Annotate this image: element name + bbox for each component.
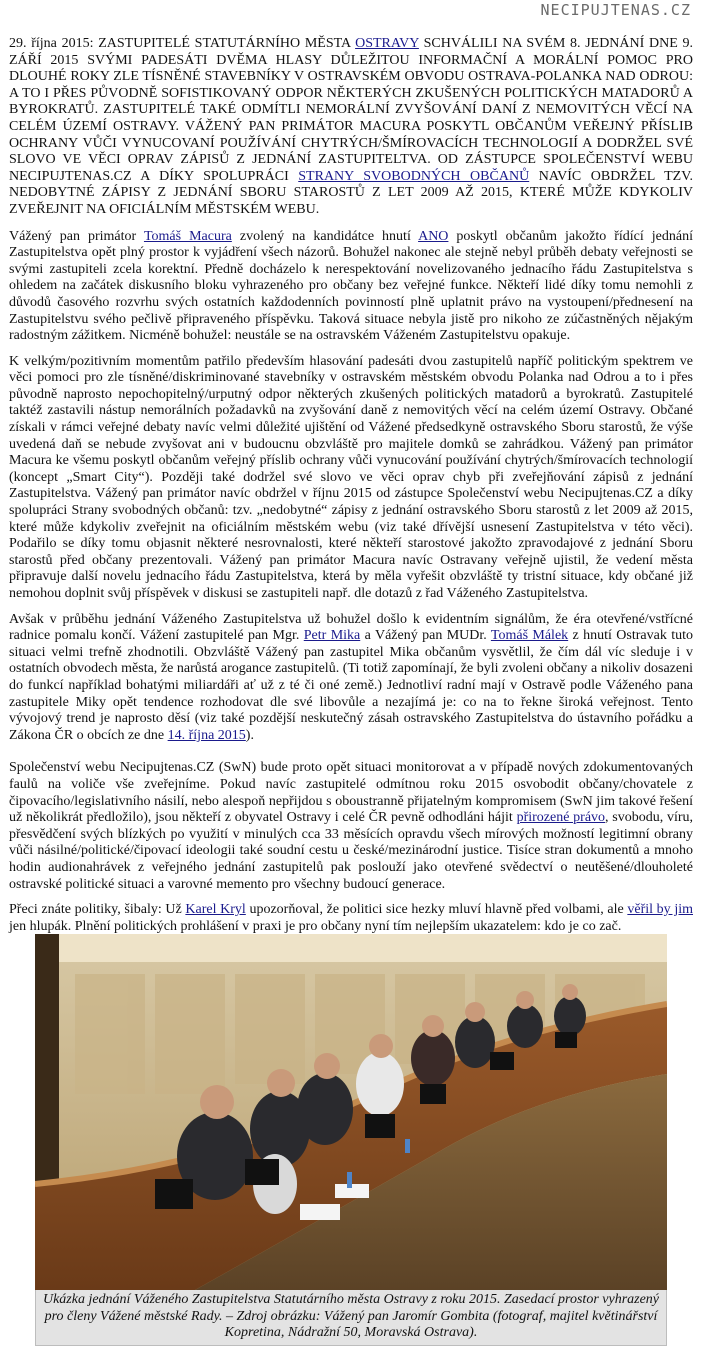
photo-caption: Ukázka jednání Váženého Zastupitelstva Statutárního města Ostravy z roku 2015. Zasedací prostor vyhrazený pro členy Vážené městské Rady. – Zdroj obrázku: Vážený pan Jaromír Gombita (fotograf, majitel květinářství Kopretina, Nádražní 50, Moravská Ostrava). (35, 1290, 667, 1346)
inline-link[interactable]: Tomáš Macura (143, 228, 232, 244)
photo-figure (35, 934, 667, 1346)
inline-link[interactable]: Petr Mika (303, 628, 361, 644)
text-run: upozorňoval, že politici sice hezky mluví hlavně před volbami, ale (245, 902, 628, 918)
inline-link[interactable]: OSTRAVY (355, 36, 419, 51)
paragraph-4 (9, 760, 693, 893)
text-run: Přeci znáte politiky, šibaly: Už (9, 902, 186, 918)
inline-link[interactable]: Karel Kryl (185, 902, 246, 918)
paragraph-2 (9, 354, 693, 603)
inline-link[interactable]: ANO (418, 228, 449, 244)
inline-link[interactable]: 14. října 2015 (167, 727, 246, 743)
text-run: Avšak v průběhu jednání Váženého Zastupitelstva už bohužel došlo k evidentním signálům, že éra otevřené/vstřícné radnice pomalu končí. Vážení zastupitelé pan Mgr. (9, 611, 693, 644)
paragraph-1 (9, 229, 693, 345)
text-run: SCHVÁLILI NA SVÉM 8. JEDNÁNÍ DNE 9. ZÁŘÍ 2015 SVÝMI PADESÁTI DVĚMA HLASY DŮLEŽITOU INFORMAČNÍ A MORÁLNÍ POMOC PRO DLOUHÉ ROKY ZLE TÍSNĚNÉ STAVEBNÍKY V OSTRAVSKÉM OBVODU OSTRAVA-POLANKA NAD ODROU: A TO I PŘES PŮVODNĚ SOFISTIKOVANÝ ODPOR NĚKTERÝCH ZKUŠENÝCH POLITICKÝCH MATADORŮ A BYROKRATŮ. ZASTUPITELÉ TAKÉ ODMÍTLI NEMORÁLNÍ ZVYŠOVÁNÍ DANÍ Z NEMOVITÝCH VĚCÍ NA CELÉM ÚZEMÍ OSTRAVY. VÁŽENÝ PAN PRIMÁTOR MACURA POSKYTL OBČANŮM VEŘEJNÝ PŘÍSLIB OCHRANY VŮČI VYNUCOVANÍ POUŽÍVÁNÍ CHYTRÝCH/ŠMÍROVACÍCH TECHNOLOGIÍ A DODRŽEL SVÉ SLOVO VE VĚCI OPRAV ZÁPISŮ Z JEDNÁNÍ ZASTUPITELTVA. OD ZÁSTUPCE SPOLEČENSTVÍ WEBU NECIPUJTENAS.CZ A DÍKY SPOLUPRÁCI (9, 36, 694, 184)
text-run: poskytl občanům jakožto řídící jednání Zastupitelstva opět plný prostor k vyjádření všech názorů. Bohužel nakonec ale stejně nebyl průběh debaty veřejnosti se svými zastupiteli zcela korektní. Předně docházelo k nerespektování novelizovaného jednacího řádu Zastupitelstva s ohledem na začátek diskusního bloku vyhrazeného pro občany bez veřejné funkce. Někteří lidé díky tomu nemohli z důvodů časového rozvrhu svých ostatních každodenních povinností plně uplatnit právo na vystoupení/přednesení na Zastupitelstvu svého pečlivě připraveného příspěvku. Taková situace nebyla jistě pro nikoho ze zúčastněných nějakým radostným zážitkem. Nicméně bohužel: neustále se na ostravském Váženém Zastupitelstvu opakuje. (9, 228, 693, 344)
text-run: Společenství webu Necipujtenas.CZ (SwN) bude proto opět situaci monitorovat a v případě nových zdokumentovaných faulů na voliče vše zveřejníme. Pokud navíc zastupitelé odmítnou roku 2015 osvobodit občany/chovatele z čipovacího/legislativního násilí, nebo alespoň nepřijdou s oboustranně přijatelným kompromisem (SwN jim takové řešení už několikrát předložilo), jsou někteří z obyvatel Ostravy i celé ČR pevně odhodláni hájit (9, 760, 693, 826)
article (9, 36, 693, 944)
text-run: z hnutí Ostravak tuto situaci velmi trefně zhodnotili. Obzvláště Vážený pan zastupitel Mika občanům vysvětlil, že čím dál víc sleduje i v ostatních obvodech města, že narůstá arogance zastupitelů. (Ti totiž zapomínají, že byli zvoleni občany a nikoliv dosazeni do funkcí například bohatými miliardáři ať už z té či oné země.) Jednotliví radní mají v Ostravě podle Váženého pana zastupitele Miky opět tendence rozhodovat dle své libovůle a nezajímá je: co na to řekne široká veřejnost. Tento vývojový trend je naprosto děsí (viz také pozdější neskutečný zásah ostravského Zastupitelstva do ústavního pořádku a Zákona ČR o obcích ze dne (9, 628, 694, 743)
site-logo[interactable]: NECIPUJTENAS.CZ (540, 1, 691, 19)
inline-link[interactable]: věřil by jim (627, 902, 693, 918)
text-run: Vážený pan primátor (9, 228, 144, 244)
lead-paragraph (9, 36, 693, 219)
inline-link[interactable]: přirozené právo (516, 810, 606, 826)
paragraph-5 (9, 902, 693, 935)
text-run: , svobodu, víru, přesvědčení svých blízkých po využití v minulých cca 33 měsících opravdu všech mírových možností legitimní obrany vůči násilné/politické/čipovací ideologii také soudní cestu u české/mezinárodní justice. Tisíce stran dokumentů a mnoho hodin audionahrávek z veřejného jednání zastupitelů pak poslouží jako otevřené svědectví o neutěšené/dlouholeté ostravské politické situaci a varovné memento pro všechny budoucí generace. (9, 810, 694, 892)
inline-link[interactable]: Tomáš Málek (490, 628, 569, 644)
paragraph-3 (9, 612, 693, 745)
text-run: 29. října 2015: ZASTUPITELÉ STATUTÁRNÍHO MĚSTA (9, 36, 356, 51)
text-run: a Vážený pan MUDr. (360, 628, 491, 644)
text-run: ). (245, 727, 254, 743)
inline-link[interactable]: STRANY SVOBODNÝCH OBČANŮ (298, 168, 530, 184)
text-run: K velkým/pozitivním momentům patřilo především hlasování padesáti dvou zastupitelů napříč politickým spektrem ve věci pomoci pro zle tísněné/diskriminované stavebníky v ostravském městském obvodu Polanka nad Odrou a to i přes původně naprosto nepochopitelný/urputný odpor některých zkušených politických matadorů a byrokratů. Zastupitelé taktéž zastavili nástup nemorálních požadavků na zvyšování daně z nemovitých věcí na celém území Ostravy. Občané získali v rámci veřejné debaty navíc velmi důležité ujištění od Vážené předsedkyně ostravského Sboru starostů, že výše uvedená daň se nebude zvyšovat ani v budoucnu obzvláště pro majitele domků se zahrádkou. Vážený pan primátor Macura ke všemu poskytl občanům veřejný příslib ochrany vůči vynucování používání chytrých/šmírovacích technologií (koncept „Smart City“). Později také dodržel své slovo ve věci oprav chyb při zveřejňování zápisů z jednání Zastupitelstva. Vážený pan primátor navíc obdržel v říjnu 2015 od zástupce Společenství webu Necipujtenas.CZ a díky spolupráci Strany svobodných občanů: tzv. „nedobytné“ zápisy z jednání ostravského Sboru starostů z let 2009 až 2015, které může kdykoliv zveřejnit na oficiálním městském webu (viz také dřívější usnesení Zastupitelstva v této věci). Podařilo se díky tomu objasnit některé nesrovnalosti, které někteří starostové jakožto zpravodajové z jednání Sboru starostů před občany prezentovali. Vážený pan primátor Macura navíc Ostravany veřejně ujistil, že vedení města připravuje další novelu jednacího řádu Zastupitelstva, která by měla vyřešit obzvláště ty tristní situace, kdy občané již nemohou doplnit svůj příspěvek v diskusi se zastupiteli např. dle dotazů z řad Váženého Zastupitelstva. (9, 353, 693, 601)
council-session-photo (35, 934, 667, 1290)
text-run: jen hlupák. Plnění politických prohlášení v praxi je pro občany nyní tím nejlepším ukazatelem: kdo je co zač. (9, 918, 622, 934)
text-run: zvolený na kandidátce hnutí (231, 228, 419, 244)
text-run: NAVÍC OBDRŽEL TZV. NEDOBYTNÉ ZÁPISY Z JEDNÁNÍ SBORU STAROSTŮ Z LET 2009 AŽ 2015, KTERÉ MŮŽE KDYKOLIV ZVEŘEJNIT NA OFICIÁLNÍM MĚSTSKÉM WEBU. (9, 168, 694, 217)
